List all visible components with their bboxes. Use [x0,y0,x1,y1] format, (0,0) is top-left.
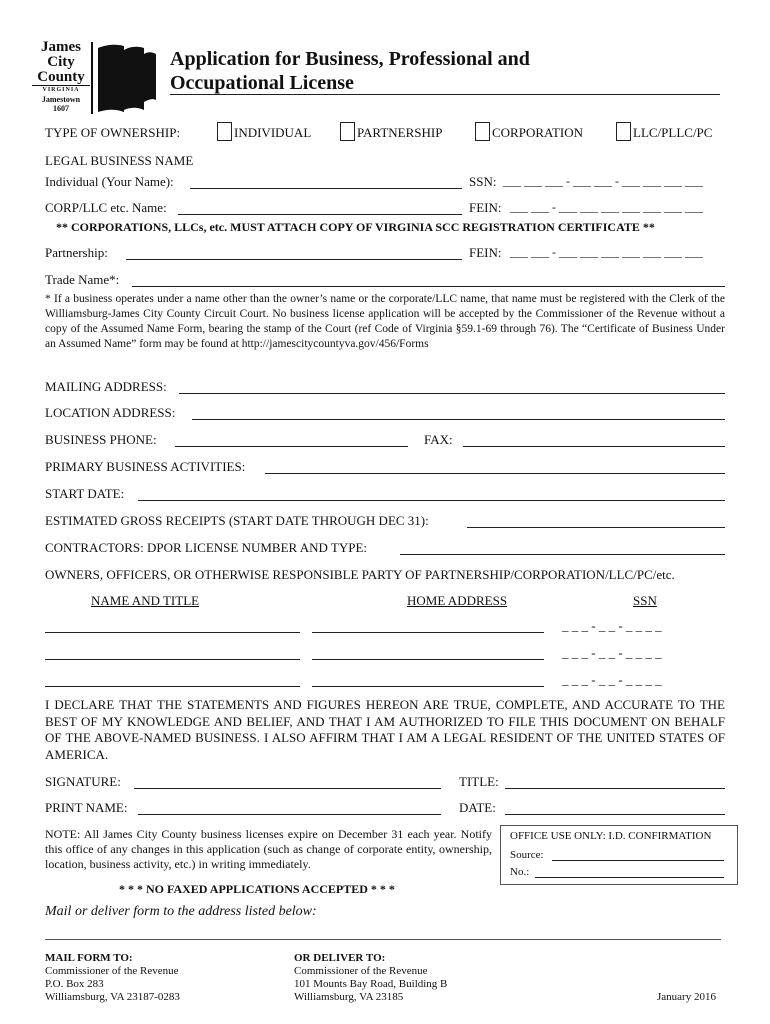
mail-line: Williamsburg, VA 23187-0283 [45,991,180,1003]
office-heading: OFFICE USE ONLY: I.D. CONFIRMATION [510,830,712,842]
owners-col-address: HOME ADDRESS [407,593,508,608]
logo-text: 1607 [53,104,69,113]
trade-name-note: * If a business operates under a name other than the owner’s name or the corporate/LLC name, that name must be registered with the Clerk of the Williamsburg-James City County Circuit Court. No business license application will be accepted by the Commissioner of the Revenue without a copy of the Assumed Name Form, bearing the stamp of the Court (ref Code of Virginia §59.1-69 through 76). The “Certificate of Business Under an Assumed Name” form may be found at http://jamescitycountyva.gov/456/Forms [45,293,725,350]
corp-label: CORP/LLC etc. Name: [45,200,167,215]
page-title [170,47,530,95]
ownership-checkbox-llc[interactable] [616,122,631,141]
deliver-address-block [294,952,447,1004]
phone-label: BUSINESS PHONE: [45,432,157,447]
start-date-label: START DATE: [45,486,125,501]
print-name-label: PRINT NAME: [45,800,128,815]
logo-text: VIRGINIA [32,85,90,95]
mail-heading: MAIL FORM TO: [45,952,133,964]
signature-field[interactable] [134,788,441,789]
dpor-license-field[interactable] [400,554,725,555]
owners-col-name: NAME AND TITLE [91,593,200,608]
mail-instruction: Mail or deliver form to the address listed below: [45,904,317,919]
trade-name-label: Trade Name*: [45,272,120,287]
deliver-heading: OR DELIVER TO: [294,952,386,964]
owner-ssn-field[interactable]: _ _ _ - _ _ - _ _ _ _ [562,618,662,633]
title-line: Occupational License [170,72,354,94]
title-label: TITLE: [459,774,499,789]
office-use-box [500,825,738,885]
owner-address-field[interactable] [312,686,544,687]
title-line: Application for Business, Professional and [170,48,530,70]
gross-receipts-label: ESTIMATED GROSS RECEIPTS (START DATE THROUGH DEC 31): [45,513,429,528]
owner-ssn-field[interactable]: _ _ _ - _ _ - _ _ _ _ [562,645,662,660]
ownership-label: TYPE OF OWNERSHIP: [45,125,181,140]
logo-text: City [47,54,75,70]
partnership-label: Partnership: [45,245,108,260]
deliver-line: 101 Mounts Bay Road, Building B [294,978,448,990]
declaration: I DECLARE THAT THE STATEMENTS AND FIGURES HEREON ARE TRUE, COMPLETE, AND ACCURATE TO THE BEST OF MY KNOWLEDGE AND BELIEF, AND THAT I AM AUTHORIZED TO FILE THIS DOCUMENT ON BEHALF OF THE ABOVE-NAMED BUSINESS. I ALSO AFFIRM THAT I AM A LEGAL RESIDENT OF THE UNITED STATES OF AMERICA. [45,697,725,762]
individual-name-field[interactable] [190,188,462,189]
ownership-checkbox-individual[interactable] [217,122,232,141]
footer-rule [45,939,721,940]
ownership-option: INDIVIDUAL [234,125,312,140]
date-field[interactable] [505,814,725,815]
owner-name-field[interactable] [45,659,300,660]
fein-field[interactable]: ___ ___ - ___ ___ ___ ___ ___ ___ ___ [510,200,703,214]
ownership-option: PARTNERSHIP [357,125,443,140]
individual-label: Individual (Your Name): [45,174,174,189]
legal-name-heading: LEGAL BUSINESS NAME [45,153,194,168]
corp-name-field[interactable] [178,214,462,215]
location-address-field[interactable] [192,419,725,420]
mailing-label: MAILING ADDRESS: [45,379,167,394]
date-label: DATE: [459,800,496,815]
office-source-label: Source: [510,849,544,861]
revision-date: January 2016 [657,991,716,1003]
contractors-label: CONTRACTORS: DPOR LICENSE NUMBER AND TYPE: [45,540,368,555]
fein-field[interactable]: ___ ___ - ___ ___ ___ ___ ___ ___ ___ [510,245,703,259]
location-label: LOCATION ADDRESS: [45,405,176,420]
ownership-option: LLC/PLLC/PC [633,125,713,140]
title-field[interactable] [505,788,725,789]
corp-note: ** CORPORATIONS, LLCs, etc. MUST ATTACH COPY OF VIRGINIA SCC REGISTRATION CERTIFICATE ** [56,220,655,234]
fein-label: FEIN: [469,245,502,260]
logo-text: Jamestown [41,95,81,104]
owner-ssn-field[interactable]: _ _ _ - _ _ - _ _ _ _ [562,672,662,687]
owner-name-field[interactable] [45,632,300,633]
gross-receipts-field[interactable] [467,527,725,528]
office-no-field[interactable] [535,877,724,878]
owner-address-field[interactable] [312,632,544,633]
activities-label: PRIMARY BUSINESS ACTIVITIES: [45,459,246,474]
expiration-note: NOTE: All James City County business licenses expire on December 31 each year. Notify this office of any changes in this application (such as change of corporate entity, ownership, location, business activity, etc.) in writing immediately. [45,827,492,871]
trade-name-field[interactable] [132,286,725,287]
ownership-checkbox-partnership[interactable] [340,122,355,141]
business-phone-field[interactable] [175,446,408,447]
activities-field[interactable] [265,473,725,474]
partnership-name-field[interactable] [126,259,462,260]
deliver-line: Williamsburg, VA 23185 [294,991,404,1003]
print-name-field[interactable] [138,814,441,815]
ownership-checkbox-corporation[interactable] [475,122,490,141]
fax-field[interactable] [463,446,725,447]
ownership-option: CORPORATION [492,125,584,140]
deliver-line: Commissioner of the Revenue [294,965,428,977]
no-fax-notice: * * * NO FAXED APPLICATIONS ACCEPTED * * * [119,882,395,896]
fein-label: FEIN: [469,200,502,215]
title-rule [170,94,720,95]
owners-heading: OWNERS, OFFICERS, OR OTHERWISE RESPONSIBLE PARTY OF PARTNERSHIP/CORPORATION/LLC/PC/etc. [45,567,675,582]
mail-address-block [45,952,180,1004]
start-date-field[interactable] [138,500,725,501]
mail-line: P.O. Box 283 [45,978,104,990]
office-no-label: No.: [510,866,530,878]
office-source-field[interactable] [552,860,724,861]
ssn-label: SSN: [469,174,497,189]
signature-label: SIGNATURE: [45,774,121,789]
owners-col-ssn: SSN [633,593,657,608]
mail-line: Commissioner of the Revenue [45,965,179,977]
owner-address-field[interactable] [312,659,544,660]
logo-text: James [41,39,81,55]
county-logo [32,38,157,118]
mailing-address-field[interactable] [179,393,725,394]
owner-name-field[interactable] [45,686,300,687]
fax-label: FAX: [424,432,453,447]
logo-text: County [37,69,85,85]
ssn-field[interactable]: ___ ___ ___ - ___ ___ - ___ ___ ___ ___ [503,174,703,188]
